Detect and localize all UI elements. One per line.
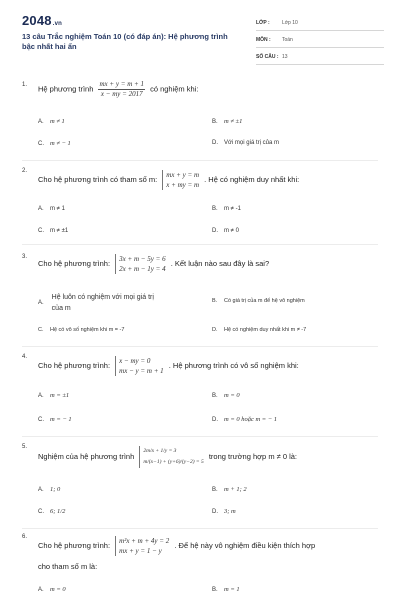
option-letter: B. xyxy=(212,206,218,212)
stem-text: . Hệ có nghiệm duy nhất khi: xyxy=(204,174,300,184)
option-text: Với mọi giá trị của m xyxy=(224,140,279,146)
stem-text: . Hệ phương trình có vô số nghiệm khi: xyxy=(168,360,299,370)
stem-text: Cho hệ phương trình: xyxy=(38,540,111,550)
option-text: m ≠ ±1 xyxy=(50,228,69,234)
option-letter: C. xyxy=(38,417,44,423)
option-c[interactable] xyxy=(38,327,124,333)
option-letter: D. xyxy=(212,140,218,146)
option-text: m = ±1 xyxy=(50,392,70,399)
option-letter: A. xyxy=(38,206,44,212)
question-stem xyxy=(38,356,299,376)
option-b[interactable] xyxy=(212,206,241,212)
option-letter: A. xyxy=(38,393,44,399)
option-b[interactable] xyxy=(212,298,305,304)
logo-suffix: .vn xyxy=(52,21,63,27)
option-d[interactable] xyxy=(212,327,306,333)
meta-key: SỐ CÂU : xyxy=(256,54,279,60)
stem-text: . Kết luận nào sau đây là sai? xyxy=(170,258,270,268)
equation-line: x + my = m xyxy=(166,181,200,189)
question-number: 6. xyxy=(22,534,28,540)
equation-system xyxy=(162,170,199,190)
option-text: Hệ có vô số nghiệm khi m = -7 xyxy=(50,327,125,333)
option-letter: D. xyxy=(212,509,218,515)
question-stem xyxy=(38,536,315,556)
stem-text: Cho hệ phương trình: xyxy=(38,360,111,370)
option-text: 6; 1/2 xyxy=(50,508,66,515)
meta-subject-row xyxy=(256,33,384,48)
option-letter: A. xyxy=(38,300,44,306)
document-header xyxy=(0,0,400,64)
option-a[interactable] xyxy=(38,118,65,125)
equation-system xyxy=(98,80,145,99)
option-a[interactable] xyxy=(38,206,65,212)
divider xyxy=(22,436,378,437)
option-text: m = − 1 xyxy=(50,416,72,423)
site-logo[interactable] xyxy=(22,13,62,28)
option-text: m ≠ − 1 xyxy=(50,140,71,147)
option-b[interactable] xyxy=(212,118,242,125)
equation-system xyxy=(115,536,169,556)
stem-text: Nghiệm của hệ phương trình xyxy=(38,451,135,461)
meta-box xyxy=(256,16,384,67)
option-letter: B. xyxy=(212,119,218,125)
option-b[interactable] xyxy=(212,586,240,593)
option-letter: B. xyxy=(212,487,218,493)
meta-key: MÔN : xyxy=(256,37,271,43)
question-number: 5. xyxy=(22,444,28,450)
divider xyxy=(22,528,378,529)
option-letter: C. xyxy=(38,228,44,234)
option-text: của m xyxy=(51,305,71,312)
option-text: m ≠ 1 xyxy=(50,118,65,125)
option-text-block xyxy=(52,292,154,314)
option-d[interactable] xyxy=(212,228,239,234)
meta-class-row xyxy=(256,16,384,31)
meta-count-row xyxy=(256,50,384,65)
equation-system xyxy=(115,254,165,274)
option-text: m = 0 hoặc m = − 1 xyxy=(224,416,278,423)
equation-line: 3x + m − 5y = 6 xyxy=(119,255,166,263)
divider xyxy=(22,346,378,347)
logo-text: 2048 xyxy=(22,13,52,28)
option-c[interactable] xyxy=(38,416,72,423)
option-a[interactable] xyxy=(38,392,69,399)
option-text: m = 1 xyxy=(224,586,240,593)
option-text: m = 0 xyxy=(224,392,240,399)
equation-line: mx + y = m + 1 xyxy=(99,80,144,88)
question-number: 1. xyxy=(22,82,28,88)
option-letter: A. xyxy=(38,119,44,125)
option-letter: B. xyxy=(212,587,218,593)
meta-value: Toán xyxy=(282,37,293,43)
meta-key: LỚP : xyxy=(256,20,270,26)
option-text: Có giá trị của m để hệ vô nghiệm xyxy=(224,298,305,304)
stem-text: Hệ phương trình xyxy=(38,84,94,94)
equation-line: m/(x−1) + (y+6)/(y−2) = 5 xyxy=(143,459,204,465)
option-letter: C. xyxy=(38,509,44,515)
option-letter: D. xyxy=(212,228,218,234)
option-text: m ≠ 1 xyxy=(50,206,65,212)
option-a[interactable] xyxy=(38,586,66,593)
option-d[interactable] xyxy=(212,508,236,515)
equation-line: m²x + m + 4y = 2 xyxy=(119,537,170,545)
equation-line: 2m/x + 1/y = 3 xyxy=(143,448,177,454)
divider xyxy=(22,160,378,161)
stem-text: . Để hệ này vô nghiệm điều kiện thích hợp xyxy=(174,540,316,550)
option-c[interactable] xyxy=(38,140,71,147)
option-text: Hệ có nghiệm duy nhất khi m ≠ -7 xyxy=(224,327,307,333)
option-letter: B. xyxy=(212,393,218,399)
option-text: Hệ luôn có nghiệm với mọi giá trị xyxy=(51,294,154,301)
stem-text: có nghiệm khi: xyxy=(150,84,199,94)
question-number: 3. xyxy=(22,254,28,260)
equation-line: mx + y = m xyxy=(166,171,200,179)
option-c[interactable] xyxy=(38,228,68,234)
document-title: 13 câu Trắc nghiệm Toán 10 (có đáp án): Hệ phương trình bậc nhất hai ẩn xyxy=(22,32,228,51)
option-text: m ≠ ±1 xyxy=(224,118,243,125)
option-letter: B. xyxy=(212,298,218,304)
option-a[interactable] xyxy=(38,486,60,493)
equation-system xyxy=(115,356,164,376)
meta-value: 13 xyxy=(282,54,288,60)
question-number: 4. xyxy=(22,354,28,360)
option-letter: D. xyxy=(212,417,218,423)
option-b[interactable] xyxy=(212,486,247,493)
option-letter: C. xyxy=(38,141,44,147)
equation-line: mx + y = 1 − y xyxy=(119,547,162,555)
option-text: 1; 0 xyxy=(50,486,61,493)
equation-line: mx − y = m + 1 xyxy=(119,367,164,375)
question-number: 2. xyxy=(22,168,28,174)
option-letter: D. xyxy=(212,327,218,333)
equation-line: 2x + m − 1y = 4 xyxy=(119,265,166,273)
option-b[interactable] xyxy=(212,392,240,399)
option-text: m = 0 xyxy=(50,586,66,593)
equation-system xyxy=(139,446,203,468)
meta-value: Lớp 10 xyxy=(282,20,298,26)
equation-line: x − my = 2017 xyxy=(100,90,143,98)
option-text: m + 1; 2 xyxy=(224,486,247,493)
option-text: 3; m xyxy=(224,508,236,515)
option-letter: C. xyxy=(38,327,44,333)
stem-text: Cho hệ phương trình: xyxy=(38,258,111,268)
question-stem xyxy=(38,446,297,468)
question-stem xyxy=(38,254,269,274)
option-c[interactable] xyxy=(38,508,65,515)
option-letter: A. xyxy=(38,487,44,493)
option-text: m ≠ 0 xyxy=(224,228,239,234)
question-stem xyxy=(38,80,198,99)
stem-text: trong trường hợp m ≠ 0 là: xyxy=(208,451,298,461)
question-stem xyxy=(38,170,299,190)
option-letter: A. xyxy=(38,587,44,593)
stem-text: Cho hệ phương trình có tham số m: xyxy=(38,174,158,184)
equation-line: x − my = 0 xyxy=(119,357,151,365)
option-d[interactable] xyxy=(212,140,279,146)
divider xyxy=(22,244,378,245)
question-stem-line2: cho tham số m là: xyxy=(38,562,98,571)
option-d[interactable] xyxy=(212,416,277,423)
option-text: m ≠ -1 xyxy=(224,206,241,212)
option-a[interactable] xyxy=(38,292,154,314)
